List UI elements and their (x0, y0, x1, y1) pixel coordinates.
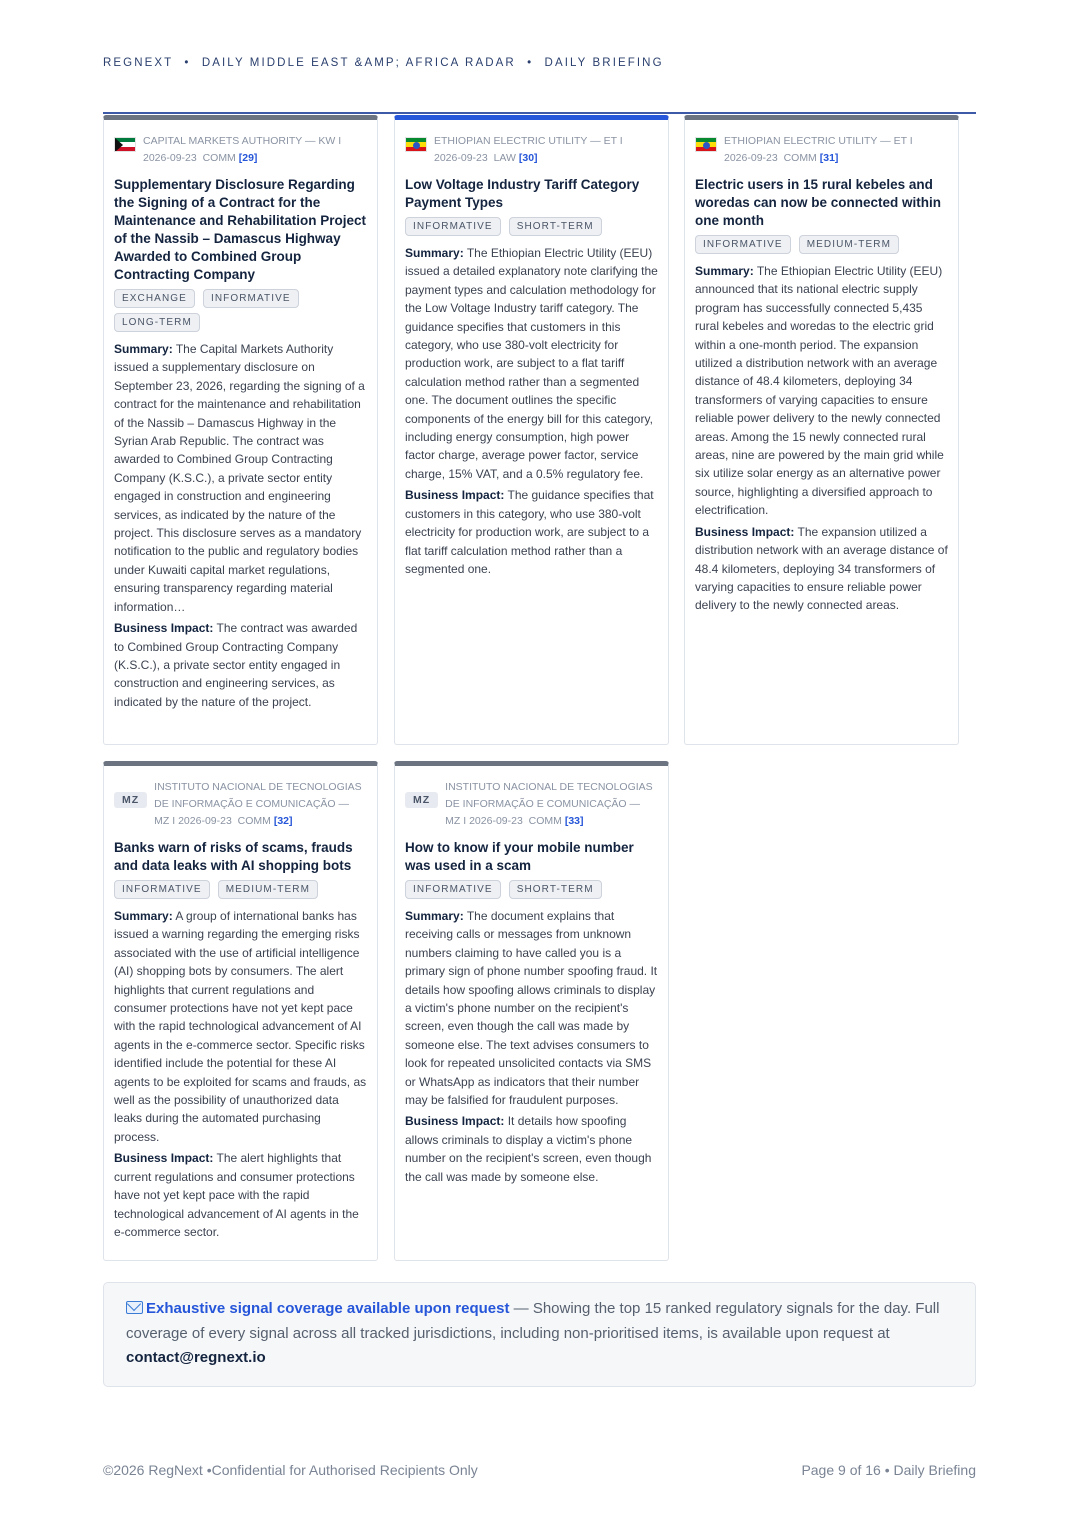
header-radar: DAILY MIDDLE EAST &AMP; AFRICA RADAR (201, 57, 516, 69)
card-type: COMM (528, 815, 562, 827)
summary-label: Summary: (114, 909, 173, 923)
kuwait-flag-icon (114, 137, 136, 152)
card-authority: ETHIOPIAN ELECTRIC UTILITY — ET I (434, 135, 623, 147)
card-summary: Summary: The document explains that receiving calls or messages from unknown numbers claiming to have called you is a primary sign of phone number spoofing fraud. It details how spoofing allows criminals to display a victim's phone number on the recipient's screen, even though the call was made by someone else. The text advises consumers to look for repeated unsolicited contacts via SMS or WhatsApp as indicators that their number may be falsified for fraudulent purposes. (405, 909, 658, 1108)
coverage-notice (103, 1282, 976, 1387)
card-summary: Summary: The Ethiopian Electric Utility (EEU) announced that its national electric supply program has successfully connected 5,435 rural kebeles and woredas to the electric grid within a one-month period. The expansion utilized a distribution network with an average distance of 48.4 kilometers, deploying 34 transformers of varying capacities to ensure reliable power delivery to the newly connected areas. Among the 15 newly connected rural areas, nine are powered by the main grid while six utilize solar energy as an alternative power source, highlighting a diversified approach to electrification. (695, 264, 944, 518)
card-meta (405, 779, 658, 830)
tag: EXCHANGE (114, 289, 195, 308)
card-date: 2026-09-23 (724, 152, 778, 164)
card-authority: ETHIOPIAN ELECTRIC UTILITY — ET I (724, 135, 913, 147)
notice-text: — Showing the top 15 ranked regulatory signals for the day. Full coverage of every signal across all tracked jurisdictions, including non-prioritised items, is available upon request at (126, 1300, 940, 1342)
impact-label: Business Impact: (405, 1114, 505, 1129)
card-meta (405, 133, 658, 167)
tag: INFORMATIVE (405, 880, 501, 899)
tag: LONG-TERM (114, 313, 200, 332)
card-ref-link[interactable]: [33] (564, 815, 584, 827)
notice-lead: Exhaustive signal coverage available upon request (146, 1300, 510, 1317)
header-rule (103, 112, 976, 114)
page-header (103, 57, 664, 69)
card-meta (695, 133, 948, 167)
card-impact: Business Impact: The alert highlights that current regulations and consumer protections have not yet kept pace with the rapid technological advancement of AI agents in the e-commerce sector. (114, 1151, 359, 1239)
card-summary: Summary: The Capital Markets Authority issued a supplementary disclosure on September 23, 2026, regarding the signing of a contract for the maintenance and rehabilitation of the Nassib – Damascus Highway in the Syrian Arab Republic. The contract was awarded to Combined Group Contracting Company (K.S.C.), a private sector entity engaged in construction and engineering services, as indicated by the nature of the project. This disclosure serves as a mandatory notification to the public and regulatory bodies under Kuwaiti capital market regulations, ensuring transparency regarding material information… (114, 342, 365, 614)
footer-page-number: Page 9 of 16 • Daily Briefing (801, 1462, 976, 1478)
card-tags (114, 289, 367, 332)
signal-card (684, 115, 959, 745)
tag: INFORMATIVE (114, 880, 210, 899)
card-meta (114, 133, 367, 167)
card-tags (695, 235, 948, 254)
card-ref-link[interactable]: [32] (273, 815, 293, 827)
card-type: COMM (237, 815, 271, 827)
card-title: Low Voltage Industry Tariff Category Payment Types (405, 177, 640, 210)
card-title: Electric users in 15 rural kebeles and woredas can now be connected within one month (695, 177, 942, 228)
card-ref-link[interactable]: [30] (518, 152, 538, 164)
tag: MEDIUM-TERM (218, 880, 318, 899)
card-date: 2026-09-23 (178, 815, 232, 827)
tag: SHORT-TERM (509, 880, 602, 899)
contact-email-link[interactable]: contact@regnext.io (126, 1349, 266, 1366)
summary-label: Summary: (695, 264, 754, 278)
signal-card (103, 115, 378, 745)
card-tags (114, 880, 367, 899)
header-kind: DAILY BRIEFING (544, 57, 664, 69)
tag: INFORMATIVE (203, 289, 299, 308)
tag: INFORMATIVE (405, 217, 501, 236)
card-tags (405, 217, 658, 236)
summary-label: Summary: (114, 342, 173, 356)
card-type: COMM (783, 152, 817, 164)
signal-card (394, 115, 669, 745)
card-authority: CAPITAL MARKETS AUTHORITY — KW I (143, 135, 342, 147)
card-impact: Business Impact: The contract was awarded to Combined Group Contracting Company (K.S.C.), a private sector entity engaged in construction and engineering services, as indicated by the nature of the project. (114, 621, 358, 709)
tag: INFORMATIVE (695, 235, 791, 254)
card-authority: INSTITUTO NACIONAL DE TECNOLOGIAS DE INFORMAÇÃO E COMUNICAÇÃO — MZ I (445, 781, 653, 827)
card-type: LAW (493, 152, 516, 164)
header-sep: • (184, 57, 191, 69)
card-summary: Summary: The Ethiopian Electric Utility (EEU) issued a detailed explanatory note clarifying the payment types and calculation methodology for the Low Voltage Industry tariff category. The guidance specifies that customers in this category, who use 380-volt electricity for production work, are subject to a flat tariff calculation method rather than a segmented one. The document outlines the specific components of the energy bill for this category, including energy consumption, high power factor charge, average power factor, service charge, 15% VAT, and a 0.5% regulatory fee. (405, 246, 658, 481)
card-date: 2026-09-23 (469, 815, 523, 827)
card-title: How to know if your mobile number was used in a scam (405, 840, 634, 873)
impact-label: Business Impact: (114, 1151, 214, 1166)
card-impact: Business Impact: The expansion utilized a distribution network with an average distance of 48.4 kilometers, deploying 34 transformers of varying capacities to ensure reliable power delivery to the newly connected areas. (695, 524, 948, 613)
card-summary: Summary: A group of international banks has issued a warning regarding the emerging risks associated with the use of artificial intelligence (AI) shopping bots by consumers. The alert highlights that current regulations and consumer protections have not yet kept pace with the rapid technological advancement of AI agents in the e-commerce sector. Specific risks identified include the potential for these AI agents to be exploited for scams and frauds, as well as the possibility of unauthorized data leaks during the automated purchasing process. (114, 909, 367, 1144)
card-impact: Business Impact: The guidance specifies that customers in this category, who use 380-volt electricity for production work, are subject to a flat tariff calculation method rather than a segmented one. (405, 488, 654, 576)
card-type: COMM (202, 152, 236, 164)
header-sep: • (527, 57, 534, 69)
card-ref-link[interactable]: [29] (238, 152, 258, 164)
signal-card (103, 761, 378, 1261)
tag: MEDIUM-TERM (799, 235, 899, 254)
impact-label: Business Impact: (114, 621, 214, 636)
card-impact: Business Impact: It details how spoofing allows criminals to display a victim's phone number on the recipient's screen, even though the call was made by someone else. (405, 1114, 652, 1184)
envelope-icon (126, 1301, 143, 1314)
card-meta (114, 779, 367, 830)
tag: SHORT-TERM (509, 217, 602, 236)
signal-card (394, 761, 669, 1261)
impact-label: Business Impact: (405, 488, 505, 503)
card-date: 2026-09-23 (434, 152, 488, 164)
ethiopia-flag-icon (695, 137, 717, 152)
ethiopia-flag-icon (405, 137, 427, 152)
card-date: 2026-09-23 (143, 152, 197, 164)
impact-label: Business Impact: (695, 524, 795, 539)
card-authority: INSTITUTO NACIONAL DE TECNOLOGIAS DE INFORMAÇÃO E COMUNICAÇÃO — MZ I (154, 781, 362, 827)
summary-label: Summary: (405, 909, 464, 923)
card-ref-link[interactable]: [31] (819, 152, 839, 164)
country-code-badge: MZ (114, 792, 147, 808)
card-title: Banks warn of risks of scams, frauds and data leaks with AI shopping bots (114, 840, 353, 873)
card-tags (405, 880, 658, 899)
summary-label: Summary: (405, 246, 464, 260)
header-brand: REGNEXT (103, 57, 174, 69)
footer-copyright: ©2026 RegNext •Confidential for Authorised Recipients Only (103, 1462, 478, 1478)
card-title: Supplementary Disclosure Regarding the Signing of a Contract for the Maintenance and Rehabilitation Project of the Nassib – Damascus Highway Awarded to Combined Group Contracting Company (114, 177, 367, 282)
country-code-badge: MZ (405, 792, 438, 808)
